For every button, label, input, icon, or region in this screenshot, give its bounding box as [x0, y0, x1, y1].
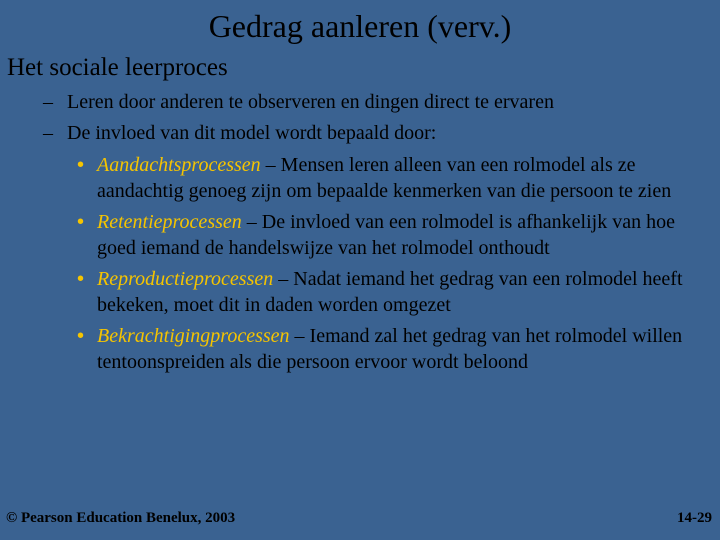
dash-marker: – [43, 91, 53, 113]
bullet-attention [77, 152, 717, 204]
footer-copyright: © Pearson Education Benelux, 2003 [6, 510, 236, 526]
bullet-marker: • [77, 211, 85, 233]
bullet-term: Reproductieprocessen [97, 268, 274, 290]
dash-marker: – [43, 122, 53, 144]
bullet-marker: • [77, 325, 85, 347]
bullet-text: – Mensen leren alleen van een rolmodel als ze aandachtig genoeg zijn om bepaalde kenmerken van die persoon te zien [97, 154, 672, 202]
bullet-list [77, 152, 717, 380]
bullet-marker: • [77, 154, 85, 176]
level2-text: De invloed van dit model wordt bepaald door: [67, 122, 437, 144]
level2-item-influence [43, 120, 436, 146]
level2-item-observe [43, 89, 554, 115]
level2-text: Leren door anderen te observeren en dingen direct te ervaren [67, 91, 554, 113]
bullet-text: – De invloed van een rolmodel is afhankelijk van hoe goed iemand de handelswijze van het rolmodel onthoudt [97, 211, 675, 259]
bullet-term: Retentieprocessen [97, 211, 242, 233]
bullet-retention [77, 209, 717, 261]
level1-heading: Het sociale leerproces [7, 54, 228, 81]
bullet-text: – Nadat iemand het gedrag van een rolmodel heeft bekeken, moet dit in daden worden omgezet [97, 268, 683, 316]
bullet-reinforcement [77, 323, 717, 375]
bullet-marker: • [77, 268, 85, 290]
bullet-term: Bekrachtigingprocessen [97, 325, 290, 347]
bullet-reproduction [77, 266, 717, 318]
slide-title: Gedrag aanleren (verv.) [208, 8, 512, 44]
bullet-term: Aandachtsprocessen [97, 154, 261, 176]
footer-page-number: 14-29 [677, 510, 712, 526]
bullet-text: – Iemand zal het gedrag van het rolmodel willen tentoonspreiden als die persoon ervoor wordt beloond [97, 325, 683, 373]
